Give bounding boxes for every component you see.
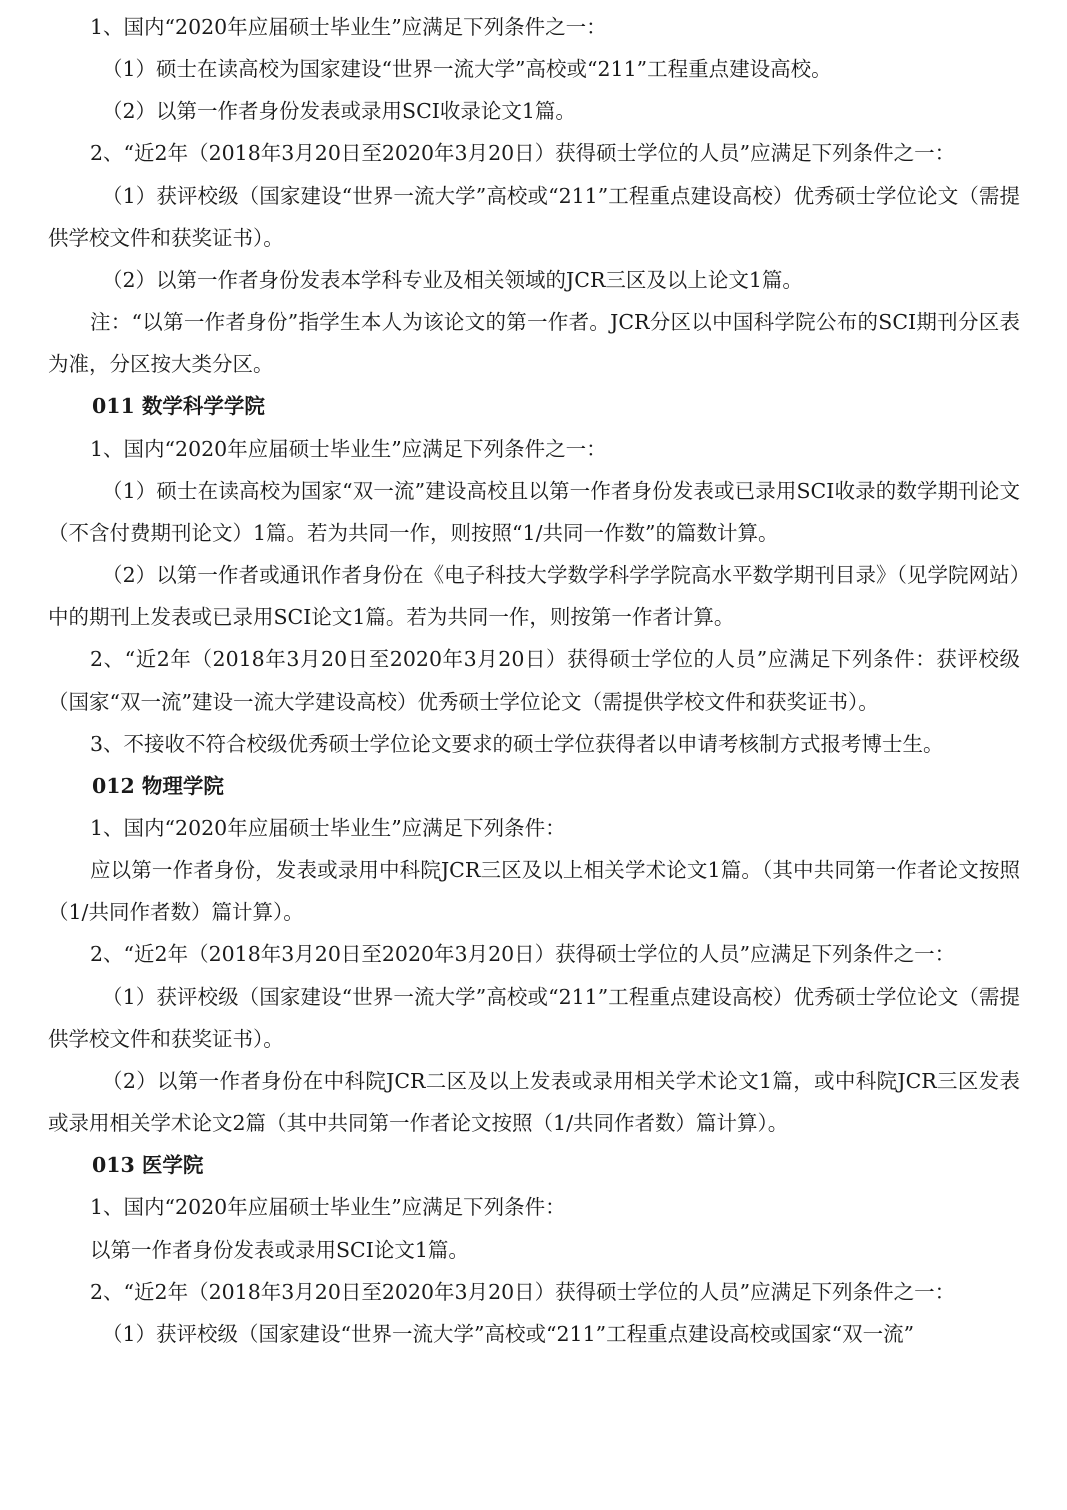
paragraph: 1、国内“2020年应届硕士毕业生”应满足下列条件：: [90, 815, 566, 840]
paragraph: （2）以第一作者身份发表本学科专业及相关领域的JCR三区及以上论文1篇。: [102, 267, 803, 292]
paragraph: 2、“近2年（2018年3月20日至2020年3月20日）获得硕士学位的人员”应满足下列条件之一：: [90, 1279, 956, 1304]
paragraph: 2、“近2年（2018年3月20日至2020年3月20日）获得硕士学位的人员”应满足下列条件之一：: [90, 141, 956, 166]
section-heading-medicine: 013 医学院: [92, 1153, 204, 1178]
paragraph: 应以第一作者身份，发表或录用中科院JCR三区及以上相关学术论文1篇。（其中共同第一作者论文按照（1/共同作者数）篇计算）。: [48, 858, 1020, 925]
section-heading-physics: 012 物理学院: [92, 773, 224, 798]
paragraph: 1、国内“2020年应届硕士毕业生”应满足下列条件之一：: [90, 436, 607, 461]
paragraph: 2、“近2年（2018年3月20日至2020年3月20日）获得硕士学位的人员”应满足下列条件：获评校级（国家“双一流”建设一流大学建设高校）优秀硕士学位论文（需提供学校文件和获奖证书）。: [48, 647, 1020, 714]
paragraph: （2）以第一作者身份发表或录用SCI收录论文1篇。: [102, 99, 576, 124]
document-body: [48, 6, 1020, 1355]
paragraph: 以第一作者身份发表或录用SCI论文1篇。: [90, 1237, 469, 1262]
paragraph: 1、国内“2020年应届硕士毕业生”应满足下列条件之一：: [90, 15, 607, 39]
paragraph: （2）以第一作者身份在中科院JCR二区及以上发表或录用相关学术论文1篇，或中科院JCR三区发表或录用相关学术论文2篇（其中共同第一作者论文按照（1/共同作者数）篇计算）。: [48, 1068, 1020, 1136]
paragraph: （1）获评校级（国家建设“世界一流大学”高校或“211”工程重点建设高校）优秀硕士学位论文（需提供学校文件和获奖证书）。: [48, 984, 1020, 1051]
paragraph: （2）以第一作者或通讯作者身份在《电子科技大学数学科学学院高水平数学期刊目录》（见学院网站）中的期刊上发表或已录用SCI论文1篇。若为共同一作，则按第一作者计算。: [48, 563, 1020, 630]
paragraph: （1）获评校级（国家建设“世界一流大学”高校或“211”工程重点建设高校）优秀硕士学位论文（需提供学校文件和获奖证书）。: [48, 183, 1020, 250]
paragraph: （1）硕士在读高校为国家建设“世界一流大学”高校或“211”工程重点建设高校。: [102, 57, 832, 82]
paragraph: （1）硕士在读高校为国家“双一流”建设高校且以第一作者身份发表或已录用SCI收录的数学期刊论文（不含付费期刊论文）1篇。若为共同一作，则按照“1/共同一作数”的篇数计算。: [48, 478, 1020, 545]
paragraph: 2、“近2年（2018年3月20日至2020年3月20日）获得硕士学位的人员”应满足下列条件之一：: [90, 942, 956, 967]
section-heading-math: 011 数学科学学院: [92, 394, 265, 419]
paragraph: 1、国内“2020年应届硕士毕业生”应满足下列条件：: [90, 1195, 566, 1220]
paragraph: （1）获评校级（国家建设“世界一流大学”高校或“211”工程重点建设高校或国家“双一流”: [102, 1321, 915, 1346]
note-paragraph: 注：“以第一作者身份”指学生本人为该论文的第一作者。JCR分区以中国科学院公布的SCI期刊分区表为准，分区按大类分区。: [48, 310, 1020, 377]
paragraph: 3、不接收不符合校级优秀硕士学位论文要求的硕士学位获得者以申请考核制方式报考博士生。: [90, 731, 944, 756]
